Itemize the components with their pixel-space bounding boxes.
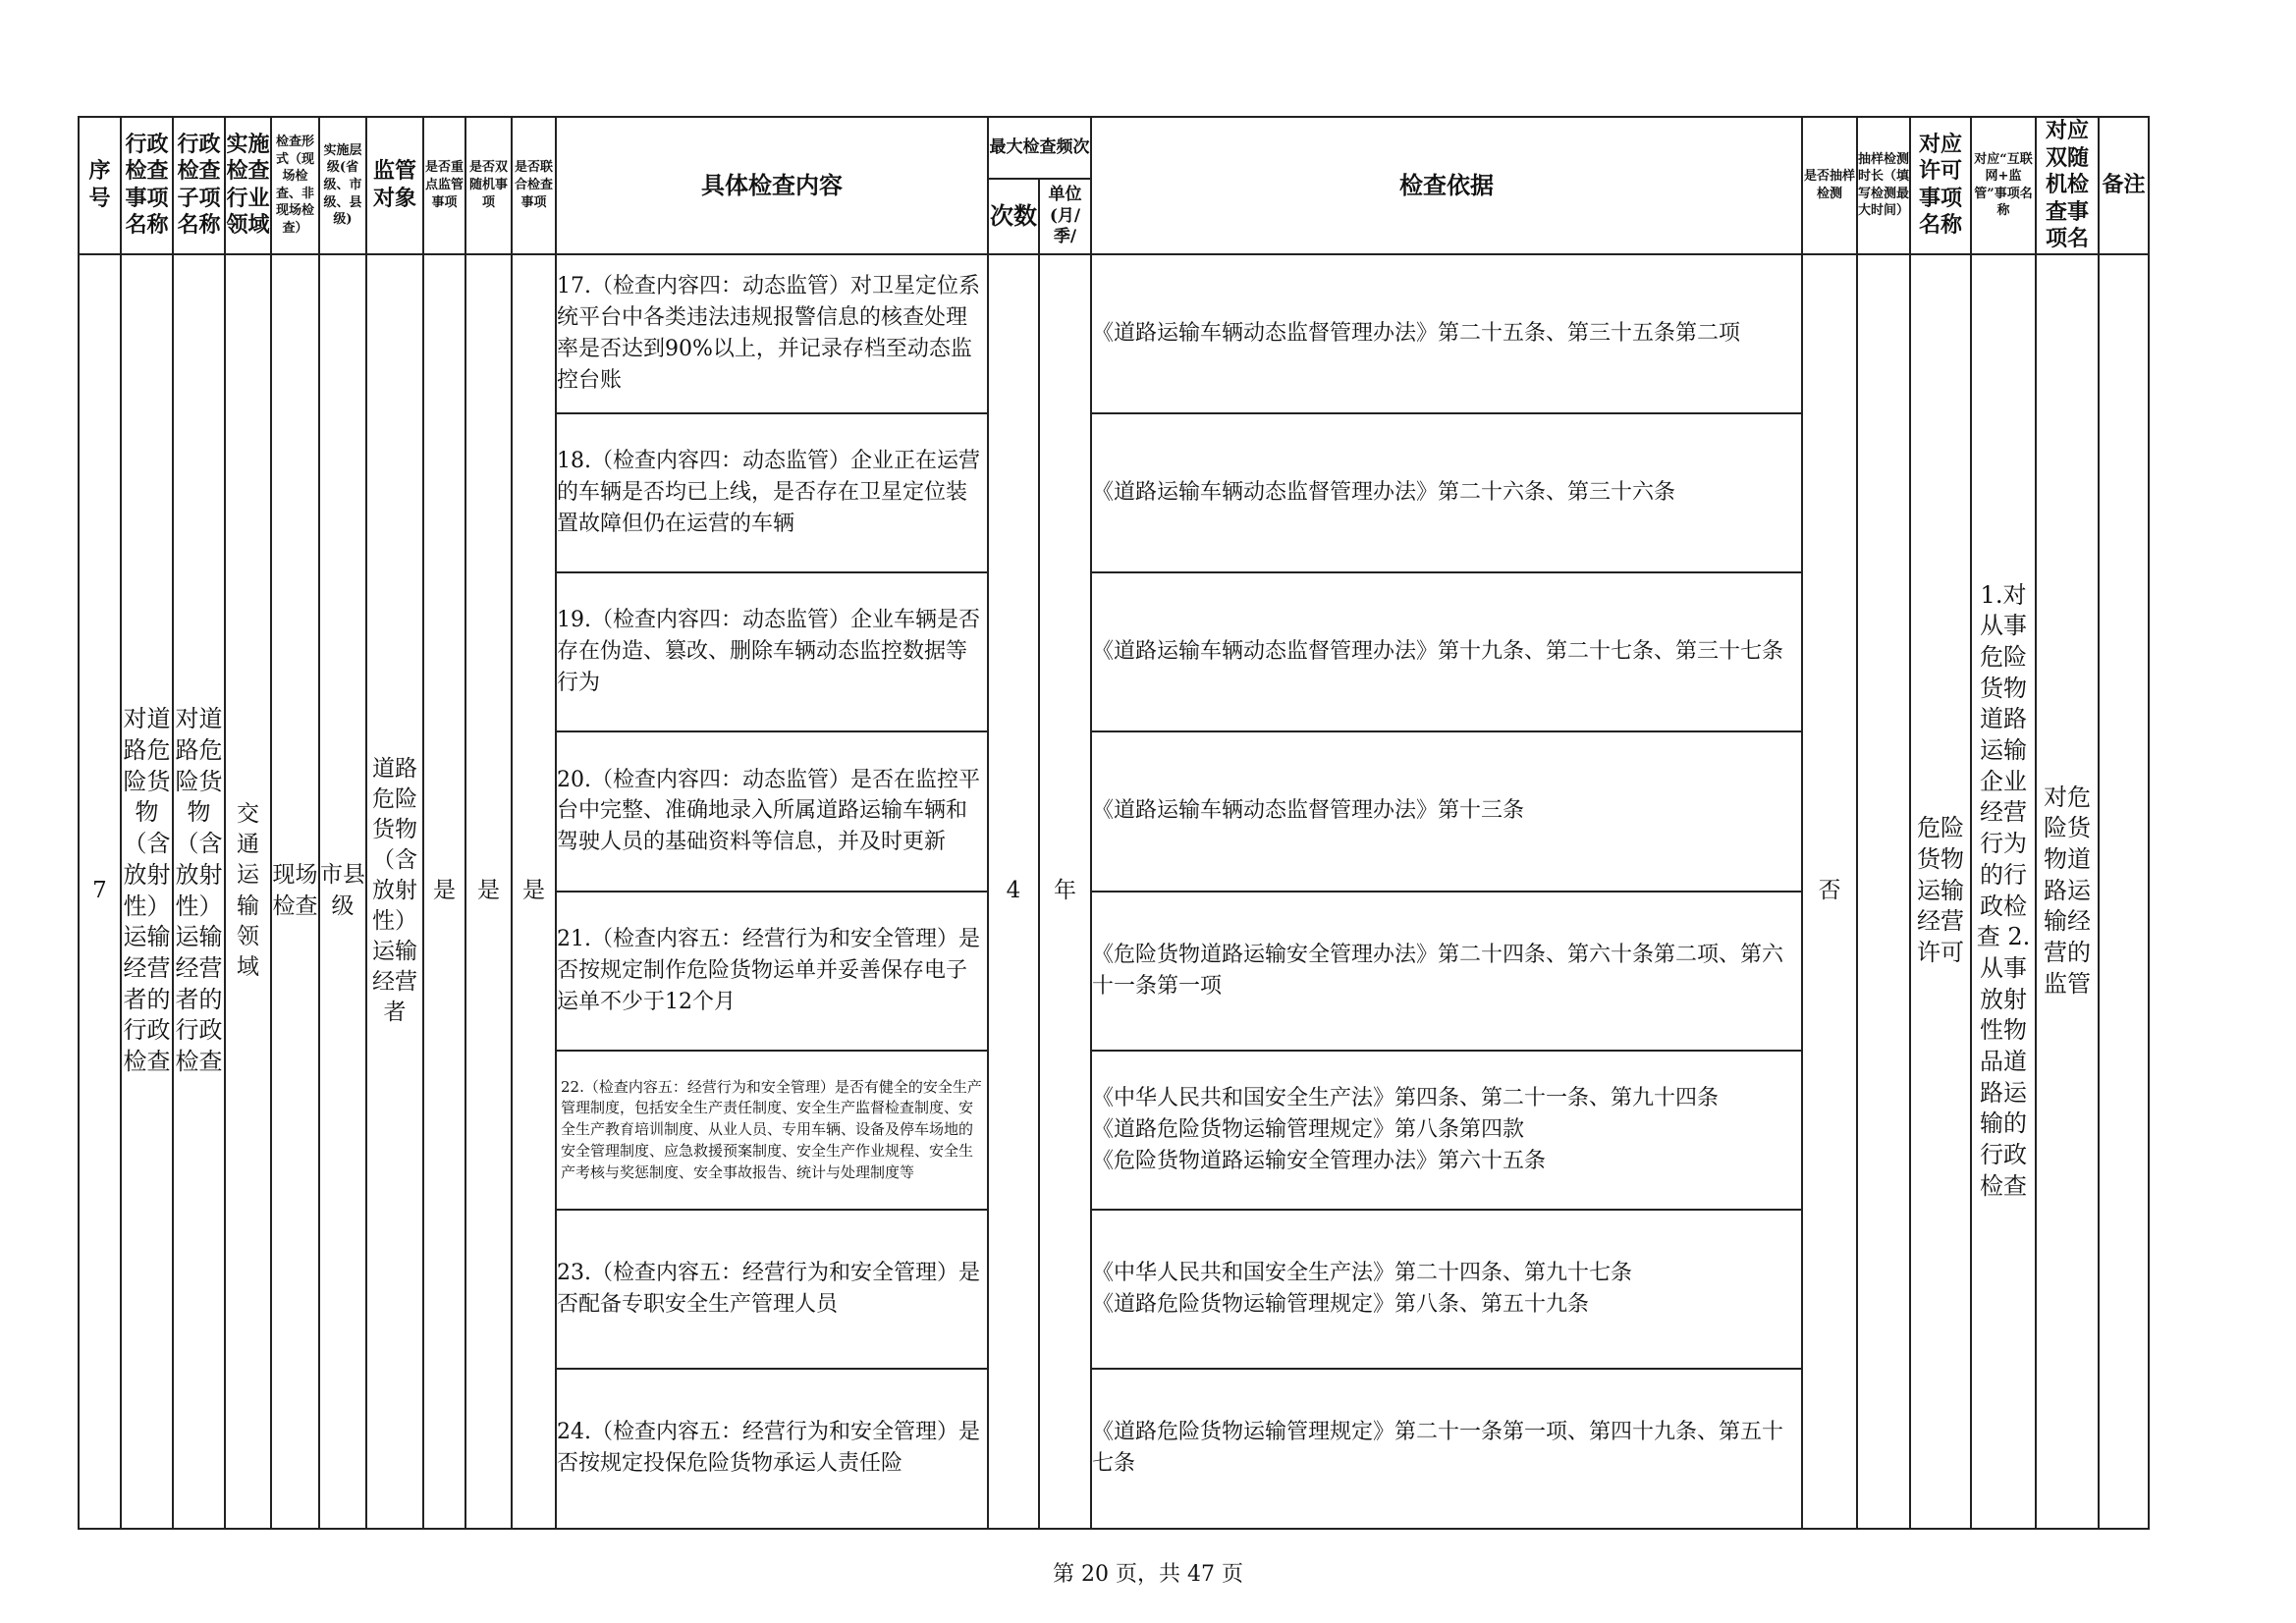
basis-line: 《危险货物道路运输安全管理办法》第二十四条、第六十条第二项、第六十一条第一项 (1092, 942, 1784, 999)
basis-cell (1091, 572, 1802, 731)
header-sampling-duration: 抽样检测时长（填写检测最大时间） (1857, 117, 1910, 254)
header-level: 实施层级(省级、市级、县级) (319, 117, 366, 254)
basis-line: 《中华人民共和国安全生产法》第二十四条、第九十七条 (1092, 1261, 1633, 1286)
cell-joint-item: 是 (512, 254, 556, 1529)
cell-industry: 交通运输领域 (225, 254, 271, 1529)
header-form: 检查形式（现场检查、非现场检查） (271, 117, 319, 254)
cell-sub-item-name: 对道路危险货物（含放射性）运输经营者的行政检查 (173, 254, 225, 1529)
basis-cell (1091, 1369, 1802, 1528)
header-license: 对应许可事项名称 (1910, 117, 1971, 254)
basis-line: 《道路危险货物运输管理规定》第二十一条第一项、第四十九条、第五十七条 (1092, 1420, 1784, 1477)
basis-line: 《道路运输车辆动态监督管理办法》第二十五条、第三十五条第二项 (1092, 320, 1741, 346)
header-item-name: 行政检查事项名称 (121, 117, 173, 254)
cell-key-item: 是 (423, 254, 465, 1529)
cell-sampling: 否 (1802, 254, 1857, 1529)
cell-license: 危险货物运输经营许可 (1910, 254, 1971, 1529)
basis-line: 《中华人民共和国安全生产法》第四条、第二十一条、第九十四条 (1092, 1086, 1720, 1111)
cell-times: 4 (988, 254, 1039, 1529)
cell-form: 现场检查 (271, 254, 319, 1529)
content-cell: 18.（检查内容四：动态监管）企业正在运营的车辆是否均已上线，是否存在卫星定位装置故障但仍在运营的车辆 (556, 413, 988, 572)
cell-seq: 7 (79, 254, 121, 1529)
cell-sampling-duration (1857, 254, 1910, 1529)
header-sub-item-name: 行政检查子项名称 (173, 117, 225, 254)
page-number: 第 20 页，共 47 页 (1053, 1562, 1243, 1587)
basis-cell (1091, 1051, 1802, 1210)
basis-cell (1091, 892, 1802, 1051)
header-max-freq: 最大检查频次 (988, 117, 1091, 179)
header-joint-item: 是否联合检查事项 (512, 117, 556, 254)
content-cell: 23.（检查内容五：经营行为和安全管理）是否配备专职安全生产管理人员 (556, 1210, 988, 1369)
content-cell: 22.（检查内容五：经营行为和安全管理）是否有健全的安全生产管理制度，包括安全生产责任制度、安全生产监督检查制度、安全生产教育培训制度、从业人员、专用车辆、设备及停车场地的安全管理制度、应急救援预案制度、安全生产作业规程、安全生产考核与奖惩制度、安全事故报告、统计与处理制度等 (556, 1051, 988, 1210)
header-key-item: 是否重点监管事项 (423, 117, 465, 254)
basis-line: 《道路运输车辆动态监督管理办法》第二十六条、第三十六条 (1092, 479, 1676, 505)
content-cell: 20.（检查内容四：动态监管）是否在监控平台中完整、准确地录入所属道路运输车辆和驾驶人员的基础资料等信息，并及时更新 (556, 731, 988, 891)
cell-level: 市县级 (319, 254, 366, 1529)
basis-line: 《道路运输车辆动态监督管理办法》第十九条、第二十七条、第三十七条 (1092, 639, 1784, 665)
header-random-item: 是否双随机事项 (465, 117, 512, 254)
header-target: 监管对象 (366, 117, 423, 254)
header-sampling: 是否抽样检测 (1802, 117, 1857, 254)
header-internet: 对应“互联网+监管”事项名称 (1971, 117, 2036, 254)
basis-line: 《道路危险货物运输管理规定》第八条第四款 (1092, 1116, 1525, 1142)
cell-item-name: 对道路危险货物（含放射性）运输经营者的行政检查 (121, 254, 173, 1529)
cell-remark (2099, 254, 2149, 1529)
cell-double-random: 对危险货物道路运输经营的监管 (2036, 254, 2099, 1529)
basis-cell (1091, 1210, 1802, 1369)
header-content: 具体检查内容 (556, 117, 988, 254)
inspection-table (78, 116, 2227, 1530)
basis-cell (1091, 413, 1802, 572)
basis-cell (1091, 254, 1802, 413)
header-unit: 单位(月/季/ (1039, 179, 1091, 253)
basis-line: 《道路危险货物运输管理规定》第八条、第五十九条 (1092, 1292, 1590, 1318)
header-double-random: 对应双随机检查事项名 (2036, 117, 2099, 254)
content-cell: 17.（检查内容四：动态监管）对卫星定位系统平台中各类违法违规报警信息的核查处理率是否达到90%以上，并记录存档至动态监控台账 (556, 254, 988, 413)
content-cell: 24.（检查内容五：经营行为和安全管理）是否按规定投保危险货物承运人责任险 (556, 1369, 988, 1528)
cell-random-item: 是 (465, 254, 512, 1529)
basis-cell (1091, 731, 1802, 891)
basis-line: 《危险货物道路运输安全管理办法》第六十五条 (1092, 1148, 1547, 1173)
header-basis: 检查依据 (1091, 117, 1802, 254)
cell-internet: 1.对从事危险货物道路运输企业经营行为的行政检查 2.从事放射性物品道路运输的行政检查 (1971, 254, 2036, 1529)
content-cell: 19.（检查内容四：动态监管）企业车辆是否存在伪造、篡改、删除车辆动态监控数据等行为 (556, 572, 988, 731)
basis-line: 《道路运输车辆动态监督管理办法》第十三条 (1092, 798, 1525, 824)
header-remark: 备注 (2099, 117, 2149, 254)
cell-unit: 年 (1039, 254, 1091, 1529)
header-seq: 序号 (79, 117, 121, 254)
content-cell: 21.（检查内容五：经营行为和安全管理）是否按规定制作危险货物运单并妥善保存电子运单不少于12个月 (556, 892, 988, 1051)
cell-target: 道路危险货物（含放射性）运输经营者 (366, 254, 423, 1529)
header-times: 次数 (988, 179, 1039, 253)
header-industry: 实施检查行业领域 (225, 117, 271, 254)
